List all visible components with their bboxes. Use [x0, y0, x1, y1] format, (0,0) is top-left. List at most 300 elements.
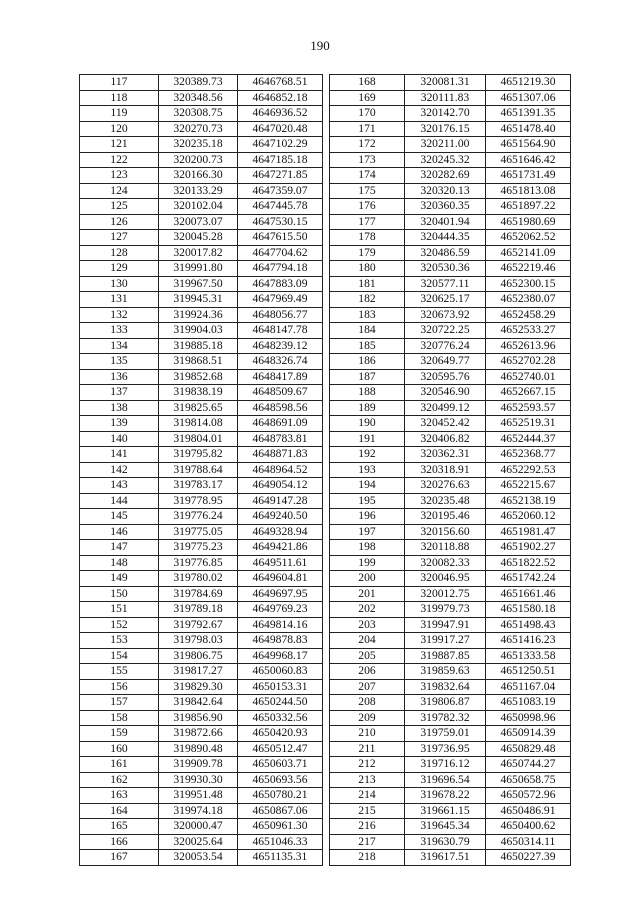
x-coordinate-cell: 319974.18 [159, 803, 238, 819]
x-coordinate-cell: 319775.23 [159, 540, 238, 556]
table-row [330, 168, 571, 184]
y-coordinate-cell: 4647883.09 [238, 276, 323, 292]
point-number-cell: 158 [80, 710, 159, 726]
table-row [80, 106, 323, 122]
point-number-cell: 211 [330, 741, 405, 757]
point-number-cell: 142 [80, 462, 159, 478]
x-coordinate-cell: 320102.04 [159, 199, 238, 215]
y-coordinate-cell: 4651731.49 [486, 168, 571, 184]
table-row [330, 803, 571, 819]
x-coordinate-cell: 319872.66 [159, 726, 238, 742]
point-number-cell: 199 [330, 555, 405, 571]
point-number-cell: 193 [330, 462, 405, 478]
table-row [80, 695, 323, 711]
point-number-cell: 212 [330, 757, 405, 773]
y-coordinate-cell: 4651391.35 [486, 106, 571, 122]
table-row [330, 214, 571, 230]
point-number-cell: 210 [330, 726, 405, 742]
table-row [80, 354, 323, 370]
y-coordinate-cell: 4650914.39 [486, 726, 571, 742]
y-coordinate-cell: 4652740.01 [486, 369, 571, 385]
x-coordinate-cell: 320118.88 [405, 540, 486, 556]
table-row [80, 493, 323, 509]
y-coordinate-cell: 4650867.06 [238, 803, 323, 819]
table-row [80, 245, 323, 261]
table-row [80, 834, 323, 850]
x-coordinate-cell: 320270.73 [159, 121, 238, 137]
table-row [330, 400, 571, 416]
table-row [80, 819, 323, 835]
point-number-cell: 165 [80, 819, 159, 835]
y-coordinate-cell: 4652060.12 [486, 509, 571, 525]
table-row [80, 338, 323, 354]
y-coordinate-cell: 4648239.12 [238, 338, 323, 354]
x-coordinate-cell: 319868.51 [159, 354, 238, 370]
y-coordinate-cell: 4649878.83 [238, 633, 323, 649]
point-number-cell: 121 [80, 137, 159, 153]
x-coordinate-cell: 320318.91 [405, 462, 486, 478]
y-coordinate-cell: 4652593.57 [486, 400, 571, 416]
table-row [80, 431, 323, 447]
point-number-cell: 153 [80, 633, 159, 649]
y-coordinate-cell: 4647102.29 [238, 137, 323, 153]
table-row [330, 695, 571, 711]
point-number-cell: 154 [80, 648, 159, 664]
y-coordinate-cell: 4651416.23 [486, 633, 571, 649]
x-coordinate-cell: 319838.19 [159, 385, 238, 401]
point-number-cell: 148 [80, 555, 159, 571]
y-coordinate-cell: 4651897.22 [486, 199, 571, 215]
point-number-cell: 118 [80, 90, 159, 106]
x-coordinate-cell: 320444.35 [405, 230, 486, 246]
y-coordinate-cell: 4646768.51 [238, 75, 323, 91]
x-coordinate-cell: 320195.46 [405, 509, 486, 525]
x-coordinate-cell: 319775.05 [159, 524, 238, 540]
x-coordinate-cell: 320276.63 [405, 478, 486, 494]
point-number-cell: 173 [330, 152, 405, 168]
table-row [80, 509, 323, 525]
point-number-cell: 177 [330, 214, 405, 230]
table-row [80, 230, 323, 246]
y-coordinate-cell: 4650658.75 [486, 772, 571, 788]
point-number-cell: 128 [80, 245, 159, 261]
point-number-cell: 171 [330, 121, 405, 137]
y-coordinate-cell: 4649604.81 [238, 571, 323, 587]
table-row [80, 664, 323, 680]
y-coordinate-cell: 4648964.52 [238, 462, 323, 478]
point-number-cell: 213 [330, 772, 405, 788]
x-coordinate-cell: 320156.60 [405, 524, 486, 540]
x-coordinate-cell: 319887.85 [405, 648, 486, 664]
point-number-cell: 168 [330, 75, 405, 91]
y-coordinate-cell: 4652458.29 [486, 307, 571, 323]
table-row [330, 757, 571, 773]
x-coordinate-cell: 320166.30 [159, 168, 238, 184]
point-number-cell: 130 [80, 276, 159, 292]
point-number-cell: 136 [80, 369, 159, 385]
y-coordinate-cell: 4651661.46 [486, 586, 571, 602]
x-coordinate-cell: 319924.36 [159, 307, 238, 323]
table-row [80, 803, 323, 819]
x-coordinate-cell: 319780.02 [159, 571, 238, 587]
x-coordinate-cell: 320017.82 [159, 245, 238, 261]
x-coordinate-cell: 320142.70 [405, 106, 486, 122]
table-row [80, 416, 323, 432]
y-coordinate-cell: 4652215.67 [486, 478, 571, 494]
table-row [80, 602, 323, 618]
point-number-cell: 125 [80, 199, 159, 215]
table-row [80, 168, 323, 184]
table-row [80, 199, 323, 215]
table-row [80, 307, 323, 323]
point-number-cell: 138 [80, 400, 159, 416]
y-coordinate-cell: 4651250.51 [486, 664, 571, 680]
table-row [330, 726, 571, 742]
y-coordinate-cell: 4650961.30 [238, 819, 323, 835]
point-number-cell: 149 [80, 571, 159, 587]
x-coordinate-cell: 319852.68 [159, 369, 238, 385]
point-number-cell: 205 [330, 648, 405, 664]
table-row [80, 121, 323, 137]
table-row [80, 447, 323, 463]
table-row [330, 633, 571, 649]
x-coordinate-cell: 319696.54 [405, 772, 486, 788]
table-row [330, 323, 571, 339]
table-row [330, 276, 571, 292]
point-number-cell: 196 [330, 509, 405, 525]
x-coordinate-cell: 319778.95 [159, 493, 238, 509]
x-coordinate-cell: 320362.31 [405, 447, 486, 463]
y-coordinate-cell: 4652533.27 [486, 323, 571, 339]
table-row [80, 788, 323, 804]
table-row [330, 354, 571, 370]
y-coordinate-cell: 4652219.46 [486, 261, 571, 277]
point-number-cell: 131 [80, 292, 159, 308]
y-coordinate-cell: 4651564.90 [486, 137, 571, 153]
x-coordinate-cell: 320282.69 [405, 168, 486, 184]
point-number-cell: 197 [330, 524, 405, 540]
y-coordinate-cell: 4651980.69 [486, 214, 571, 230]
y-coordinate-cell: 4647271.85 [238, 168, 323, 184]
point-number-cell: 188 [330, 385, 405, 401]
x-coordinate-cell: 319817.27 [159, 664, 238, 680]
table-row [330, 493, 571, 509]
y-coordinate-cell: 4648598.56 [238, 400, 323, 416]
table-row [330, 338, 571, 354]
table-row [330, 571, 571, 587]
table-row [80, 90, 323, 106]
table-row [80, 214, 323, 230]
y-coordinate-cell: 4650512.47 [238, 741, 323, 757]
y-coordinate-cell: 4651046.33 [238, 834, 323, 850]
table-row [330, 462, 571, 478]
y-coordinate-cell: 4650227.39 [486, 850, 571, 866]
point-number-cell: 157 [80, 695, 159, 711]
y-coordinate-cell: 4648417.89 [238, 369, 323, 385]
y-coordinate-cell: 4648056.77 [238, 307, 323, 323]
table-row [80, 400, 323, 416]
x-coordinate-cell: 320452.42 [405, 416, 486, 432]
table-row [330, 416, 571, 432]
point-number-cell: 127 [80, 230, 159, 246]
y-coordinate-cell: 4649147.28 [238, 493, 323, 509]
table-row [330, 850, 571, 866]
x-coordinate-cell: 319945.31 [159, 292, 238, 308]
point-number-cell: 147 [80, 540, 159, 556]
x-coordinate-cell: 320082.33 [405, 555, 486, 571]
point-number-cell: 152 [80, 617, 159, 633]
y-coordinate-cell: 4648783.81 [238, 431, 323, 447]
x-coordinate-cell: 319617.51 [405, 850, 486, 866]
point-number-cell: 175 [330, 183, 405, 199]
y-coordinate-cell: 4646936.52 [238, 106, 323, 122]
point-number-cell: 191 [330, 431, 405, 447]
y-coordinate-cell: 4647530.15 [238, 214, 323, 230]
table-row [80, 462, 323, 478]
x-coordinate-cell: 319798.03 [159, 633, 238, 649]
y-coordinate-cell: 4650780.21 [238, 788, 323, 804]
table-row [330, 199, 571, 215]
x-coordinate-cell: 320111.83 [405, 90, 486, 106]
point-number-cell: 123 [80, 168, 159, 184]
table-row [80, 137, 323, 153]
y-coordinate-cell: 4650314.11 [486, 834, 571, 850]
y-coordinate-cell: 4651219.30 [486, 75, 571, 91]
point-number-cell: 160 [80, 741, 159, 757]
y-coordinate-cell: 4647359.07 [238, 183, 323, 199]
y-coordinate-cell: 4650829.48 [486, 741, 571, 757]
x-coordinate-cell: 319806.87 [405, 695, 486, 711]
y-coordinate-cell: 4650153.31 [238, 679, 323, 695]
y-coordinate-cell: 4649328.94 [238, 524, 323, 540]
y-coordinate-cell: 4649769.23 [238, 602, 323, 618]
x-coordinate-cell: 320649.77 [405, 354, 486, 370]
point-number-cell: 187 [330, 369, 405, 385]
x-coordinate-cell: 319792.67 [159, 617, 238, 633]
table-row [330, 75, 571, 91]
x-coordinate-cell: 319832.64 [405, 679, 486, 695]
y-coordinate-cell: 4650244.50 [238, 695, 323, 711]
point-number-cell: 214 [330, 788, 405, 804]
table-row [80, 617, 323, 633]
y-coordinate-cell: 4651135.31 [238, 850, 323, 866]
y-coordinate-cell: 4651981.47 [486, 524, 571, 540]
table-row [80, 571, 323, 587]
point-number-cell: 129 [80, 261, 159, 277]
table-row [80, 524, 323, 540]
coordinate-tables [79, 74, 571, 866]
table-row [330, 369, 571, 385]
y-coordinate-cell: 4650400.62 [486, 819, 571, 835]
y-coordinate-cell: 4649240.50 [238, 509, 323, 525]
point-number-cell: 141 [80, 447, 159, 463]
table-row [80, 369, 323, 385]
table-row [330, 664, 571, 680]
table-row [330, 509, 571, 525]
table-row [330, 121, 571, 137]
table-row [330, 741, 571, 757]
x-coordinate-cell: 320133.29 [159, 183, 238, 199]
table-row [80, 586, 323, 602]
x-coordinate-cell: 319991.80 [159, 261, 238, 277]
point-number-cell: 139 [80, 416, 159, 432]
table-row [330, 385, 571, 401]
x-coordinate-cell: 319784.69 [159, 586, 238, 602]
point-number-cell: 195 [330, 493, 405, 509]
x-coordinate-cell: 319951.48 [159, 788, 238, 804]
x-coordinate-cell: 319795.82 [159, 447, 238, 463]
y-coordinate-cell: 4652444.37 [486, 431, 571, 447]
table-row [330, 834, 571, 850]
table-row [330, 648, 571, 664]
table-row [330, 772, 571, 788]
y-coordinate-cell: 4652380.07 [486, 292, 571, 308]
x-coordinate-cell: 319829.30 [159, 679, 238, 695]
point-number-cell: 134 [80, 338, 159, 354]
table-row [80, 555, 323, 571]
table-row [330, 819, 571, 835]
y-coordinate-cell: 4647185.18 [238, 152, 323, 168]
table-row [330, 602, 571, 618]
x-coordinate-cell: 320245.32 [405, 152, 486, 168]
point-number-cell: 124 [80, 183, 159, 199]
x-coordinate-cell: 320320.13 [405, 183, 486, 199]
x-coordinate-cell: 320401.94 [405, 214, 486, 230]
x-coordinate-cell: 319789.18 [159, 602, 238, 618]
y-coordinate-cell: 4646852.18 [238, 90, 323, 106]
y-coordinate-cell: 4651478.40 [486, 121, 571, 137]
y-coordinate-cell: 4652613.96 [486, 338, 571, 354]
point-number-cell: 182 [330, 292, 405, 308]
y-coordinate-cell: 4651813.08 [486, 183, 571, 199]
y-coordinate-cell: 4652300.15 [486, 276, 571, 292]
x-coordinate-cell: 320200.73 [159, 152, 238, 168]
table-row [330, 183, 571, 199]
y-coordinate-cell: 4652519.31 [486, 416, 571, 432]
point-number-cell: 174 [330, 168, 405, 184]
table-row [80, 152, 323, 168]
point-number-cell: 216 [330, 819, 405, 835]
y-coordinate-cell: 4652702.28 [486, 354, 571, 370]
x-coordinate-cell: 319788.64 [159, 462, 238, 478]
y-coordinate-cell: 4650744.27 [486, 757, 571, 773]
x-coordinate-cell: 319825.65 [159, 400, 238, 416]
right-table-body [330, 75, 571, 866]
point-number-cell: 180 [330, 261, 405, 277]
x-coordinate-cell: 320235.48 [405, 493, 486, 509]
table-row [330, 679, 571, 695]
y-coordinate-cell: 4649814.16 [238, 617, 323, 633]
y-coordinate-cell: 4650572.96 [486, 788, 571, 804]
y-coordinate-cell: 4649697.95 [238, 586, 323, 602]
x-coordinate-cell: 319783.17 [159, 478, 238, 494]
y-coordinate-cell: 4651580.18 [486, 602, 571, 618]
point-number-cell: 132 [80, 307, 159, 323]
point-number-cell: 215 [330, 803, 405, 819]
table-row [80, 741, 323, 757]
x-coordinate-cell: 319979.73 [405, 602, 486, 618]
x-coordinate-cell: 320577.11 [405, 276, 486, 292]
x-coordinate-cell: 320625.17 [405, 292, 486, 308]
point-number-cell: 189 [330, 400, 405, 416]
y-coordinate-cell: 4651646.42 [486, 152, 571, 168]
y-coordinate-cell: 4651742.24 [486, 571, 571, 587]
y-coordinate-cell: 4650060.83 [238, 664, 323, 680]
y-coordinate-cell: 4652368.77 [486, 447, 571, 463]
point-number-cell: 179 [330, 245, 405, 261]
point-number-cell: 133 [80, 323, 159, 339]
x-coordinate-cell: 319814.08 [159, 416, 238, 432]
y-coordinate-cell: 4648691.09 [238, 416, 323, 432]
coordinates-table-left [79, 74, 323, 866]
x-coordinate-cell: 320776.24 [405, 338, 486, 354]
y-coordinate-cell: 4649511.61 [238, 555, 323, 571]
table-row [330, 137, 571, 153]
x-coordinate-cell: 319885.18 [159, 338, 238, 354]
x-coordinate-cell: 319782.32 [405, 710, 486, 726]
x-coordinate-cell: 319776.24 [159, 509, 238, 525]
y-coordinate-cell: 4649421.86 [238, 540, 323, 556]
y-coordinate-cell: 4649054.12 [238, 478, 323, 494]
table-row [330, 245, 571, 261]
x-coordinate-cell: 319930.30 [159, 772, 238, 788]
x-coordinate-cell: 320176.15 [405, 121, 486, 137]
x-coordinate-cell: 320308.75 [159, 106, 238, 122]
page-number: 190 [310, 38, 330, 53]
point-number-cell: 172 [330, 137, 405, 153]
y-coordinate-cell: 4648147.78 [238, 323, 323, 339]
table-row [330, 447, 571, 463]
point-number-cell: 135 [80, 354, 159, 370]
point-number-cell: 176 [330, 199, 405, 215]
y-coordinate-cell: 4647704.62 [238, 245, 323, 261]
y-coordinate-cell: 4652292.53 [486, 462, 571, 478]
x-coordinate-cell: 319661.15 [405, 803, 486, 819]
point-number-cell: 126 [80, 214, 159, 230]
point-number-cell: 192 [330, 447, 405, 463]
y-coordinate-cell: 4651307.06 [486, 90, 571, 106]
point-number-cell: 209 [330, 710, 405, 726]
table-row [80, 385, 323, 401]
table-row [80, 710, 323, 726]
x-coordinate-cell: 320486.59 [405, 245, 486, 261]
table-row [330, 586, 571, 602]
table-row [330, 106, 571, 122]
x-coordinate-cell: 319890.48 [159, 741, 238, 757]
table-row [330, 540, 571, 556]
point-number-cell: 159 [80, 726, 159, 742]
point-number-cell: 194 [330, 478, 405, 494]
x-coordinate-cell: 319842.64 [159, 695, 238, 711]
y-coordinate-cell: 4652141.09 [486, 245, 571, 261]
table-row [80, 276, 323, 292]
point-number-cell: 122 [80, 152, 159, 168]
point-number-cell: 201 [330, 586, 405, 602]
x-coordinate-cell: 320722.25 [405, 323, 486, 339]
point-number-cell: 169 [330, 90, 405, 106]
y-coordinate-cell: 4648509.67 [238, 385, 323, 401]
table-row [330, 617, 571, 633]
y-coordinate-cell: 4651333.58 [486, 648, 571, 664]
point-number-cell: 184 [330, 323, 405, 339]
y-coordinate-cell: 4652667.15 [486, 385, 571, 401]
point-number-cell: 117 [80, 75, 159, 91]
point-number-cell: 170 [330, 106, 405, 122]
x-coordinate-cell: 320499.12 [405, 400, 486, 416]
x-coordinate-cell: 320025.64 [159, 834, 238, 850]
x-coordinate-cell: 319630.79 [405, 834, 486, 850]
y-coordinate-cell: 4651498.43 [486, 617, 571, 633]
